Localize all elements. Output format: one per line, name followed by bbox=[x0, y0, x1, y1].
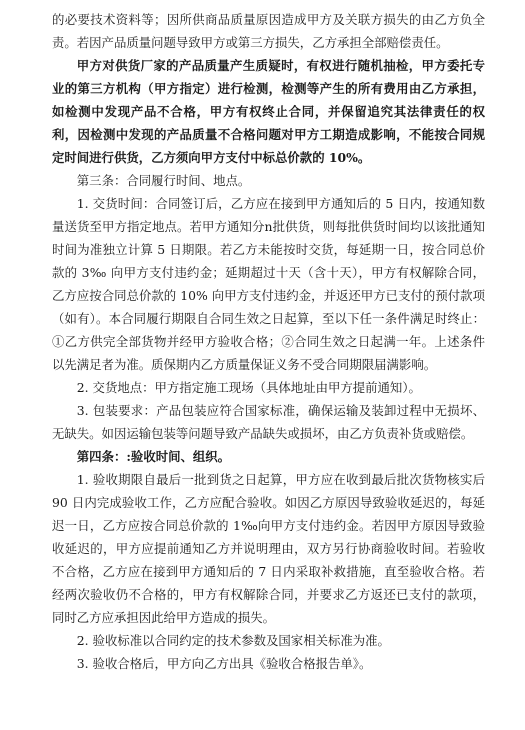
article-four-heading: 第四条：:验收时间、组织。 bbox=[76, 449, 231, 464]
article-three-heading: 第三条：合同履行时间、地点。 bbox=[76, 173, 251, 188]
clause-packaging: 3. 包装要求：产品包装应符合国家标准，确保运输及装卸过程中无损坏、无缺失。如因运输包装等问题导致产品缺失或损坏，由乙方负责补货或赔偿。 bbox=[52, 403, 485, 441]
paragraph-continuation: 的必要技术资料等；因所供商品质量原因造成甲方及关联方损失的由乙方负全责。若因产品质量问题导致甲方或第三方损失，乙方承担全部赔偿责任。 bbox=[52, 12, 485, 50]
clause-delivery-location: 2. 交货地点：甲方指定施工现场（具体地址由甲方提前通知）。 bbox=[76, 380, 421, 395]
clause-acceptance-standard: 2. 验收标准以合同约定的技术参数及国家相关标准为准。 bbox=[76, 633, 390, 648]
clause-acceptance-report: 3. 验收合格后，甲方向乙方出具《验收合格报告单》。 bbox=[76, 656, 372, 671]
clause-acceptance-period: 1. 验收期限自最后一批到货之日起算，甲方应在收到最后批次货物核实后 90 日内完成验收工作，乙方应配合验收。如因乙方原因导致验收延迟的，每延迟一日，乙方应按合同总价款的 1‰向甲方支付违约金。若因甲方原因导致验收延迟的，甲方应提前通知乙方并说明理由，双方另行协商验收时间。若验收不合格，乙方应在接到甲方通知后的 7 日内采取补救措施，直至验收合格。若经两次验收仍不合格的，甲方有权解除合同，并要求乙方返还已支付的款项，同时乙方应承担因此给甲方造成的损失。 bbox=[52, 472, 485, 625]
clause-delivery-time: 1. 交货时间：合同签订后，乙方应在接到甲方通知后的 5 日内，按通知数量送货至甲方指定地点。若甲方通知分n批供货，则每批供货时间均以该批通知时间为准独立计算 5 日期限。若乙方未能按时交货，每延期一日，按合同总价款的 3‰ 向甲方支付违约金；延期超过十天（含十天），甲方有权解除合同，乙方应按合同总价款的 10% 向甲方支付违约金，并返还甲方已支付的预付款项（如有）。本合同履行期限自合同生效之日起算，至以下任一条件满足时终止：①乙方供完全部货物并经甲方验收合格；②合同生效之日起满一年。上述条件以先满足者为准。质保期内乙方质量保证义务不受合同期限届满影响。 bbox=[52, 196, 485, 372]
paragraph-quality-inspection: 甲方对供货厂家的产品质量产生质疑时，有权进行随机抽检，甲方委托专业的第三方机构（甲方指定）进行检测，检测等产生的所有费用由乙方承担，如检测中发现产品不合格，甲方有权终止合同，并保留追究其法律责任的权利，因检测中发现的产品质量不合格问题对甲方工期造成影响，不能按合同规定时间进行供货，乙方须向甲方支付中标总价款的 10%。 bbox=[52, 58, 485, 165]
